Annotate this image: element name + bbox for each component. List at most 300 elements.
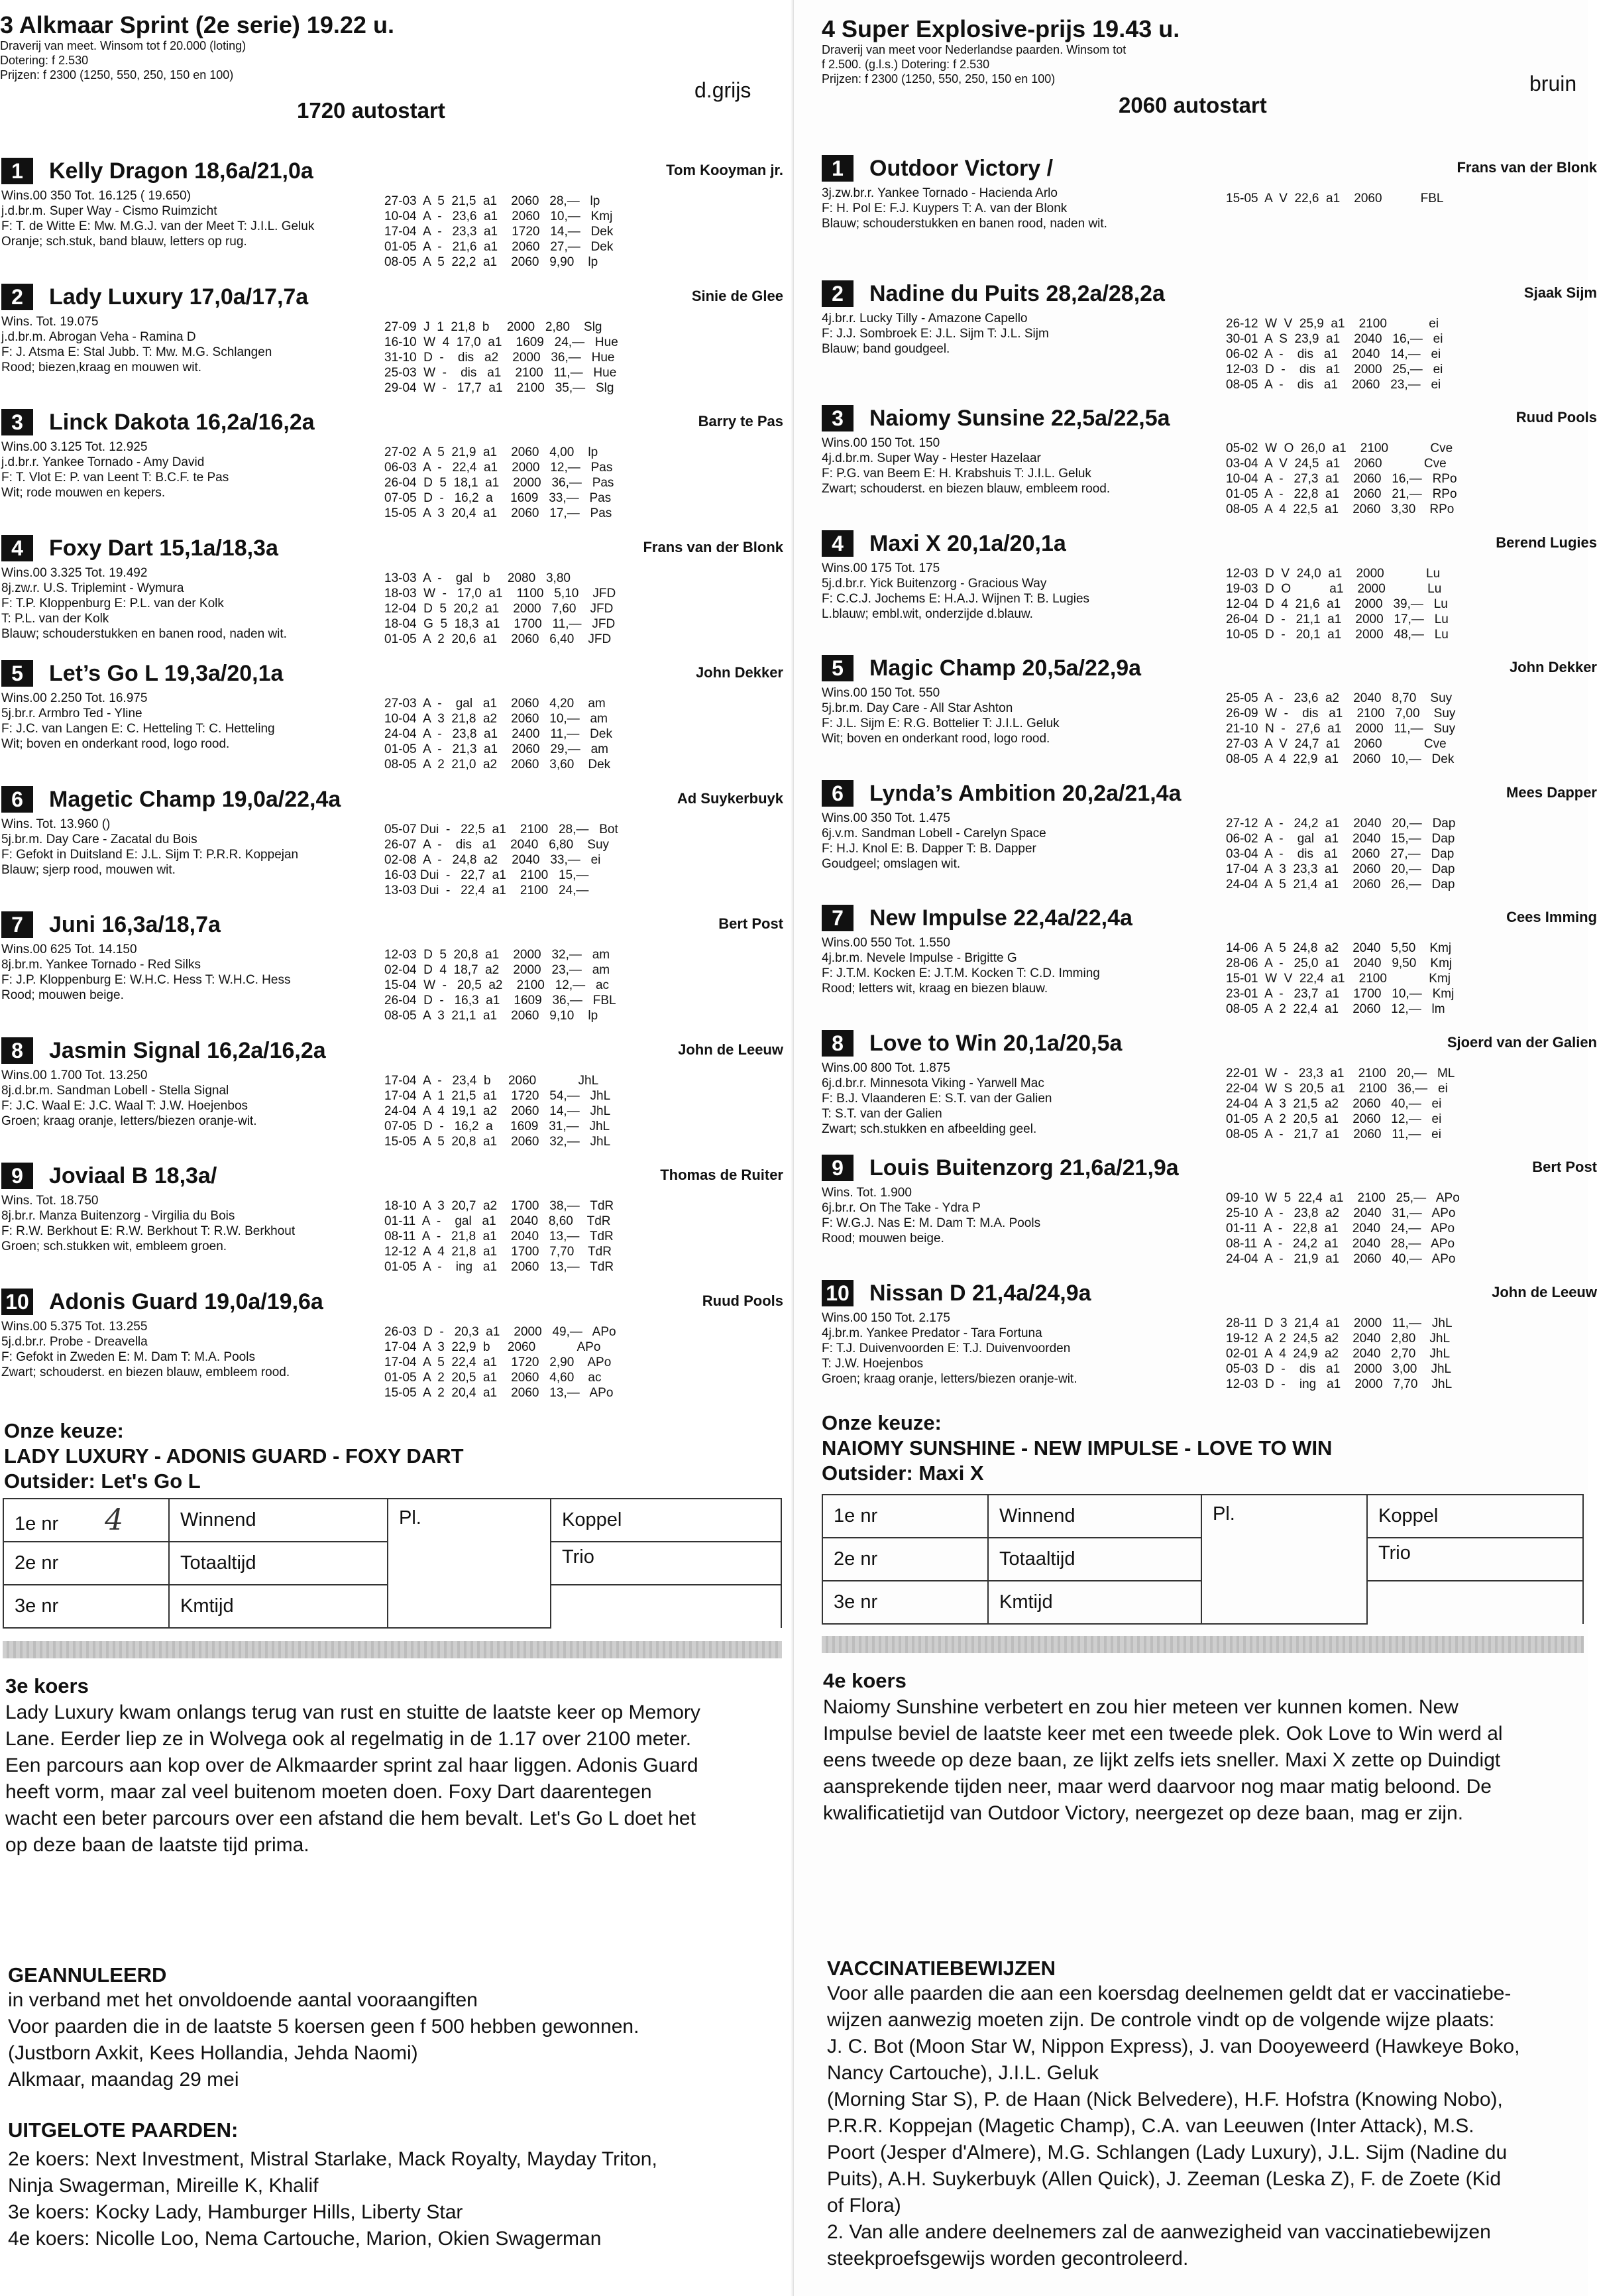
- horse-info: [822, 561, 1089, 622]
- horse-number-badge: 8: [1, 1037, 33, 1064]
- text-line: 4e koers: Nicolle Loo, Nema Cartouche, Marion, Okien Swagerman: [8, 2228, 602, 2250]
- bet-cell[interactable]: Koppel: [551, 1499, 781, 1542]
- form-row: 19-12 A 2 24,5 a2 2040 2,80 JhL: [1226, 1331, 1451, 1346]
- bet-cell[interactable]: 2e nr: [3, 1542, 169, 1585]
- form-row: 16-03 Dui - 22,7 a1 2100 15,—: [384, 868, 589, 882]
- horse-entry: [822, 1279, 1597, 1401]
- horse-info-line: Blauw; sjerp rood, mouwen wit.: [1, 862, 176, 877]
- form-row: 12-04 D 5 20,2 a1 2000 7,60 JFD: [384, 601, 614, 616]
- horse-form-table: [1226, 191, 1443, 206]
- horse-info-line: F: T.P. Kloppenburg E: P.L. van der Kolk: [1, 596, 224, 610]
- form-row: 02-08 A - 24,8 a2 2040 33,— ei: [384, 852, 601, 867]
- horse-info-line: 5j.d.br.r. Yick Buitenzorg - Gracious Way: [822, 576, 1047, 591]
- horse-entry: [822, 903, 1597, 1026]
- text-line: 2. Van alle andere deelnemers zal de aanwezigheid van vaccinatiebewijzen: [827, 2221, 1491, 2243]
- bet-cell[interactable]: Pl.: [388, 1499, 551, 1628]
- horse-name: Naiomy Sunsine 22,5a/22,5a: [869, 406, 1170, 431]
- horse-info: [1, 1068, 256, 1129]
- horse-info: [1, 691, 275, 752]
- horse-entry: [822, 154, 1597, 276]
- horse-number-badge: 10: [1, 1289, 33, 1315]
- form-row: 10-04 A 3 21,8 a2 2060 10,— am: [384, 712, 608, 726]
- horse-number-badge: 9: [822, 1155, 854, 1181]
- bet-cell[interactable]: 1e nr: [822, 1495, 988, 1538]
- horse-info-line: F: W.G.J. Nas E: M. Dam T: M.A. Pools: [822, 1216, 1041, 1230]
- horse-name: Maxi X 20,1a/20,1a: [869, 530, 1066, 556]
- horse-info-line: F: C.C.J. Jochems E: H.A.J. Wijnen T: B. Lugies: [822, 591, 1090, 606]
- horse-form-table: [384, 1324, 616, 1401]
- form-row: 25-10 A - 23,8 a2 2040 31,— APo: [1226, 1206, 1456, 1220]
- divider-bar: [3, 1641, 782, 1658]
- form-row: 01-05 A 2 20,5 a1 2060 12,— ei: [1226, 1112, 1442, 1126]
- horse-entry: [1, 408, 783, 530]
- form-row: 26-04 D 5 18,1 a1 2000 36,— Pas: [384, 476, 614, 490]
- horse-info-line: Wins. Tot. 19.075: [1, 314, 99, 329]
- horse-number-badge: 6: [1, 786, 33, 813]
- horse-info-line: F: J. Atsma E: Stal Jubb. T: Mw. M.G. Schlangen: [1, 345, 272, 359]
- horse-driver: Ruud Pools: [702, 1292, 783, 1309]
- horse-number-badge: 1: [1, 158, 33, 184]
- horse-info-line: 6j.d.br.r. Minnesota Viking - Yarwell Mac: [822, 1076, 1044, 1090]
- horse-info-line: Zwart; schouderst. en biezen blauw, embleem rood.: [1, 1365, 290, 1379]
- bet-cell[interactable]: Kmtijd: [169, 1585, 388, 1628]
- horse-info: [1, 188, 314, 249]
- form-row: 29-04 W - 17,7 a1 2100 35,— Slg: [384, 380, 614, 395]
- horse-info-line: F: P.G. van Beem E: H. Krabshuis T: J.I.L. Geluk: [822, 467, 1091, 481]
- form-row: 10-04 A - 27,3 a1 2060 16,— RPo: [1226, 472, 1457, 486]
- keuze-outsider: Outsider: Maxi X: [822, 1462, 984, 1485]
- bet-cell[interactable]: Pl.: [1201, 1495, 1367, 1624]
- form-row: 26-03 D - 20,3 a1 2000 49,— APo: [384, 1324, 616, 1339]
- horse-info-line: 3j.zw.br.r. Yankee Tornado - Hacienda Arlo: [822, 186, 1058, 200]
- horse-form-table: [384, 822, 618, 898]
- form-row: 01-11 A - 22,8 a1 2040 24,— APo: [1226, 1222, 1455, 1235]
- horse-driver: Berend Lugies: [1496, 534, 1597, 551]
- form-row: 05-07 Dui - 22,5 a1 2100 28,— Bot: [384, 822, 618, 836]
- horse-driver: Ruud Pools: [1515, 409, 1597, 426]
- horse-info-line: F: J.C. Waal E: J.C. Waal T: J.W. Hoejenbos: [1, 1098, 248, 1113]
- bet-cell: [551, 1585, 781, 1628]
- horse-info-line: F: J.J. Sombroek E: J.L. Sijm T: J.L. Sijm: [822, 326, 1049, 341]
- horse-driver: Cees Imming: [1506, 909, 1597, 925]
- horse-info-line: 4j.br.m. Nevele Impulse - Brigitte G: [822, 951, 1017, 965]
- horse-driver: Thomas de Ruiter: [660, 1167, 783, 1183]
- text-line: aansprekende tijden neer, maar werd daarvoor nog maar matig beloond. De: [823, 1776, 1492, 1798]
- form-row: 22-01 W - 23,3 a1 2100 20,— ML: [1226, 1066, 1455, 1080]
- horse-info-line: Wins. Tot. 18.750: [1, 1194, 99, 1208]
- race-color: d.grijs: [694, 78, 751, 102]
- form-row: 01-05 A 2 20,5 a1 2060 4,60 ac: [384, 1370, 602, 1385]
- form-row: 21-10 N - 27,6 a1 2000 11,— Suy: [1226, 722, 1456, 736]
- form-row: 15-05 A 3 20,4 a1 2060 17,— Pas: [384, 506, 612, 520]
- form-row: 28-06 A - 25,0 a1 2040 9,50 Kmj: [1226, 956, 1453, 970]
- form-row: 18-03 W - 17,0 a1 1100 5,10 JFD: [384, 586, 616, 601]
- horse-entry: [1, 1036, 783, 1159]
- text-line: wacht een beter parcours over een afstand die hem bevalt. Let's Go L doet het: [5, 1808, 696, 1829]
- horse-info: [1, 439, 229, 500]
- text-line: of Flora): [827, 2195, 901, 2216]
- horse-number-badge: 2: [1, 284, 33, 310]
- horse-info-line: Wins. Tot. 1.900: [822, 1186, 912, 1200]
- text-line: Impulse beviel de laatste keer met een tweede plek. Ook Love to Win werd al: [823, 1723, 1503, 1745]
- form-row: 17-04 A 1 21,5 a1 1720 54,— JhL: [384, 1088, 611, 1103]
- horse-info-line: Wins.00 3.125 Tot. 12.925: [1, 440, 148, 454]
- form-row: 24-04 A - 23,8 a1 2400 11,— Dek: [384, 727, 612, 741]
- horse-name: Juni 16,3a/18,7a: [49, 912, 221, 937]
- horse-info-line: 5j.br.r. Armbro Ted - Yline: [1, 707, 142, 720]
- horse-name: Outdoor Victory /: [869, 156, 1054, 181]
- form-row: 17-04 A - 23,4 b 2060 JhL: [384, 1073, 599, 1088]
- horse-number-badge: 3: [822, 405, 854, 431]
- horse-name: Let’s Go L 19,3a/20,1a: [49, 661, 284, 686]
- race-title: 4 Super Explosive-prijs 19.43 u.: [822, 15, 1180, 42]
- form-row: 26-12 W V 25,9 a1 2100 ei: [1226, 316, 1439, 331]
- horse-info: [1, 565, 287, 642]
- horse-info-line: F: T. Vlot E: P. van Leent T: B.C.F. te Pas: [1, 471, 229, 485]
- horse-info-line: Groen; sch.stukken wit, embleem groen.: [1, 1239, 227, 1253]
- horse-form-table: [384, 194, 613, 270]
- bet-form: [3, 1498, 782, 1629]
- text-line: op deze baan de laatste tijd prima.: [5, 1834, 309, 1856]
- form-row: 08-05 A 5 22,2 a1 2060 9,90 lp: [384, 255, 598, 269]
- horse-form-table: [1226, 316, 1443, 392]
- horse-name: Love to Win 20,1a/20,5a: [869, 1030, 1123, 1056]
- horse-info-line: T: S.T. van der Galien: [822, 1106, 942, 1121]
- form-row: 27-03 A 5 21,5 a1 2060 28,— lp: [384, 194, 600, 208]
- form-row: 24-04 A 3 21,5 a2 2060 40,— ei: [1226, 1096, 1442, 1111]
- text-line: J. C. Bot (Moon Star W, Nippon Express), J. van Dooyeweerd (Hawkeye Boko,: [827, 2036, 1520, 2057]
- form-row: 16-10 W 4 17,0 a1 1609 24,— Hue: [384, 335, 618, 349]
- koers-text: [5, 1699, 700, 1859]
- bet-cell[interactable]: 2e nr: [822, 1538, 988, 1581]
- form-row: 05-02 W O 26,0 a1 2100 Cve: [1226, 441, 1453, 455]
- horse-info-line: 8j.br.r. Manza Buitenzorg - Virgilia du Bois: [1, 1209, 235, 1223]
- horse-info-line: Zwart; schouderst. en biezen blauw, embleem rood.: [822, 482, 1111, 496]
- keuze-picks: NAIOMY SUNSHINE - NEW IMPULSE - LOVE TO WIN: [822, 1436, 1333, 1460]
- horse-number-badge: 2: [822, 280, 854, 307]
- form-row: 12-03 D - ing a1 2000 7,70 JhL: [1226, 1377, 1453, 1391]
- form-row: 27-03 A - gal a1 2060 4,20 am: [384, 697, 606, 711]
- horse-name: Magetic Champ 19,0a/22,4a: [49, 786, 341, 812]
- horse-info-line: F: H.J. Knol E: B. Dapper T: B. Dapper: [822, 841, 1036, 856]
- horse-info-line: F: R.W. Berkhout E: R.W. Berkhout T: R.W. Berkhout: [1, 1224, 296, 1238]
- form-row: 02-01 A 4 24,9 a2 2040 2,70 JhL: [1226, 1346, 1451, 1361]
- horse-name: Joviaal B 18,3a/: [49, 1163, 217, 1188]
- vacc-text: [827, 1980, 1519, 2272]
- text-line: Voor paarden die in de laatste 5 koersen geen f 500 hebben gewonnen.: [8, 2016, 639, 2038]
- horse-info: [822, 311, 1049, 357]
- text-line: P.R.R. Koppejan (Magetic Champ), C.A. van Leeuwen (Inter Attack), M.S.: [827, 2115, 1474, 2137]
- horse-form-table: [1226, 566, 1449, 642]
- horse-info-line: F: Gefokt in Duitsland E: J.L. Sijm T: P.R.R. Koppejan: [1, 847, 299, 862]
- horse-form-table: [384, 319, 618, 396]
- horse-form-table: [1226, 1190, 1460, 1267]
- uitgeloot-title: UITGELOTE PAARDEN:: [8, 2118, 239, 2142]
- form-row: 15-05 A 5 20,8 a1 2060 32,— JhL: [384, 1134, 611, 1149]
- horse-info-line: Blauw; schouderstukken en banen rood, naden wit.: [822, 217, 1107, 231]
- form-row: 25-03 W - dis a1 2100 11,— Hue: [384, 365, 617, 380]
- form-row: 08-05 A 3 21,1 a1 2060 9,10 lp: [384, 1009, 598, 1023]
- text-line: wijzen aanwezig moeten zijn. De controle vindt op de volgende wijze plaats:: [827, 2009, 1495, 2031]
- horse-driver: Frans van der Blonk: [1457, 159, 1597, 176]
- horse-info-line: Wins.00 2.250 Tot. 16.975: [1, 691, 148, 705]
- race-start: 1720 autostart: [297, 98, 445, 123]
- horse-number-badge: 10: [822, 1280, 854, 1306]
- horse-info-line: j.d.br.m. Super Way - Cismo Ruimzicht: [1, 204, 217, 218]
- form-row: 09-10 W 5 22,4 a1 2100 25,— APo: [1226, 1191, 1460, 1205]
- horse-entry: [1, 785, 783, 907]
- horse-entry: [1, 910, 783, 1033]
- horse-number-badge: 4: [1, 535, 33, 561]
- horse-number-badge: 1: [822, 155, 854, 182]
- koers-title: 3e koers: [5, 1674, 89, 1697]
- form-row: 17-04 A 5 22,4 a1 1720 2,90 APo: [384, 1355, 612, 1369]
- bet-cell[interactable]: Trio: [551, 1542, 781, 1585]
- horse-info-line: Wins.00 1.700 Tot. 13.250: [1, 1068, 148, 1082]
- form-row: 06-02 A - gal a1 2040 15,— Dap: [1226, 831, 1455, 846]
- horse-info-line: Groen; kraag oranje, letters/biezen oranje-wit.: [822, 1371, 1077, 1386]
- form-row: 30-01 A S 23,9 a1 2040 16,— ei: [1226, 331, 1443, 346]
- text-line: Een parcours aan kop over de Alkmaarder sprint zal haar liggen. Adonis Guard: [5, 1754, 698, 1776]
- horse-info-line: Wins.00 550 Tot. 1.550: [822, 936, 950, 950]
- horse-info-line: Rood; letters wit, kraag en biezen blauw.: [822, 982, 1048, 996]
- bet-form: [822, 1494, 1584, 1625]
- form-row: 08-11 A - 24,2 a1 2040 28,— APo: [1226, 1237, 1455, 1251]
- horse-number-badge: 7: [822, 905, 854, 931]
- form-row: 24-04 A - 21,9 a1 2060 40,— APo: [1226, 1252, 1456, 1266]
- horse-entry: [1, 1161, 783, 1284]
- horse-driver: Frans van der Blonk: [643, 538, 783, 555]
- horse-info-line: F: Gefokt in Zweden E: M. Dam T: M.A. Pools: [1, 1349, 255, 1364]
- horse-info-line: F: H. Pol E: F.J. Kuypers T: A. van der Blonk: [822, 201, 1068, 215]
- horse-info-line: Wins. Tot. 13.960 (): [1, 817, 111, 831]
- text-line: Poort (Jesper d'Almere), M.G. Schlangen (Lady Luxury), J.L. Sijm (Nadine du: [827, 2142, 1508, 2163]
- form-row: 26-07 A - dis a1 2040 6,80 Suy: [384, 837, 610, 852]
- form-row: 28-11 D 3 21,4 a1 2000 11,— JhL: [1226, 1316, 1453, 1330]
- form-row: 12-12 A 4 21,8 a1 1700 7,70 TdR: [384, 1245, 612, 1259]
- form-row: 27-02 A 5 21,9 a1 2060 4,00 lp: [384, 445, 598, 459]
- form-row: 05-03 D - dis a1 2000 3,00 JhL: [1226, 1361, 1452, 1376]
- form-row: 26-04 D - 16,3 a1 1609 36,— FBL: [384, 994, 616, 1007]
- race-subtitle: Draverij van meet. Winsom tot f 20.000 (loting): [0, 39, 247, 52]
- text-line: Alkmaar, maandag 29 mei: [8, 2069, 239, 2091]
- form-row: 01-05 A 2 20,6 a1 2060 6,40 JFD: [384, 632, 612, 646]
- horse-info-line: 5j.d.br.r. Probe - Dreavella: [1, 1334, 148, 1349]
- horse-info-line: Wins.00 350 Tot. 16.125 ( 19.650): [1, 189, 191, 203]
- text-line: Lane. Eerder liep ze in Wolvega ook al regelmatig in de 1.17 over 2100 meter.: [5, 1728, 692, 1750]
- form-row: 13-03 Dui - 22,4 a1 2100 24,—: [384, 883, 589, 897]
- horse-form-table: [1226, 941, 1454, 1017]
- horse-number-badge: 4: [822, 530, 854, 557]
- horse-form-table: [384, 947, 616, 1023]
- horse-driver: Sjaak Sijm: [1523, 284, 1597, 301]
- form-row: 01-05 A - 22,8 a1 2060 21,— RPo: [1226, 487, 1457, 501]
- horse-number-badge: 6: [822, 780, 854, 807]
- horse-info-line: 5j.br.m. Day Care - Zacatal du Bois: [1, 832, 197, 846]
- form-row: 14-06 A 5 24,8 a2 2040 5,50 Kmj: [1226, 941, 1452, 955]
- keuze-picks: LADY LUXURY - ADONIS GUARD - FOXY DART: [4, 1444, 464, 1467]
- geannuleerd-text: [8, 1987, 639, 2093]
- horse-info-line: F: J.P. Kloppenburg E: W.H.C. Hess T: W.H.C. Hess: [1, 973, 291, 987]
- bet-cell[interactable]: 3e nr: [822, 1581, 988, 1624]
- form-row: 27-12 A - 24,2 a1 2040 20,— Dap: [1226, 816, 1456, 831]
- form-row: 10-04 A - 23,6 a1 2060 10,— Kmj: [384, 209, 613, 223]
- horse-form-table: [384, 571, 616, 647]
- form-row: 24-04 A 5 21,4 a1 2060 26,— Dap: [1226, 877, 1455, 891]
- form-row: 15-04 W - 20,5 a2 2100 12,— ac: [384, 978, 610, 992]
- horse-form-table: [384, 1073, 610, 1149]
- horse-info-line: Wit; boven en onderkant rood, logo rood.: [822, 732, 1050, 746]
- horse-form-table: [384, 1198, 614, 1275]
- horse-form-table: [384, 445, 614, 521]
- horse-entry: [822, 779, 1597, 901]
- keuze-block: [4, 1418, 464, 1494]
- horse-name: Lynda’s Ambition 20,2a/21,4a: [869, 780, 1182, 806]
- horse-number-badge: 9: [1, 1163, 33, 1189]
- horse-form-table: [1226, 691, 1455, 767]
- vacc-title: VACCINATIEBEWIJZEN: [827, 1957, 1056, 1980]
- form-row: 01-05 A - ing a1 2060 13,— TdR: [384, 1260, 614, 1274]
- horse-info-line: F: J.T.M. Kocken E: J.T.M. Kocken T: C.D. Imming: [822, 966, 1100, 980]
- bet-cell[interactable]: Koppel: [1367, 1495, 1583, 1538]
- form-row: 31-10 D - dis a2 2000 36,— Hue: [384, 350, 615, 365]
- horse-driver: Tom Kooyman jr.: [666, 162, 783, 178]
- horse-info-line: Zwart; sch.stukken en afbeelding geel.: [822, 1121, 1037, 1136]
- form-row: 03-04 A - dis a1 2060 27,— Dap: [1226, 846, 1455, 861]
- keuze-label: Onze keuze:: [822, 1411, 942, 1434]
- horse-entry: [1, 659, 783, 781]
- right-column: [794, 0, 1597, 2296]
- horse-driver: Sjoerd van der Galien: [1447, 1033, 1597, 1051]
- bet-cell[interactable]: Totaaltijd: [169, 1542, 388, 1585]
- text-line: kwalificatietijd van Outdoor Victory, neergezet op deze baan, mag er zijn.: [823, 1802, 1464, 1824]
- horse-entry: [822, 654, 1597, 776]
- horse-info-line: L.blauw; embl.wit, onderzijde d.blauw.: [822, 606, 1033, 621]
- horse-info-line: F: J.C. van Langen E: C. Hetteling T: C. Hetteling: [1, 722, 275, 736]
- horse-info-line: 8j.d.br.m. Sandman Lobell - Stella Signal: [1, 1083, 229, 1098]
- horse-form-table: [1226, 441, 1457, 517]
- bet-cell[interactable]: 3e nr: [3, 1585, 169, 1628]
- bet-cell[interactable]: Winnend: [169, 1499, 388, 1542]
- form-row: 03-04 A V 24,5 a1 2060 Cve: [1226, 457, 1447, 471]
- race-subtitle: Prijzen: f 2300 (1250, 550, 250, 150 en 100): [822, 72, 1056, 86]
- text-line: Nancy Cartouche), J.I.L. Geluk: [827, 2062, 1099, 2084]
- text-line: (Morning Star S), P. de Haan (Nick Belvedere), H.F. Hofstra (Knowing Nobo),: [827, 2089, 1503, 2110]
- bet-cell: [1367, 1581, 1583, 1624]
- form-row: 06-03 A - 22,4 a1 2000 12,— Pas: [384, 461, 613, 475]
- horse-form-table: [1226, 816, 1455, 892]
- text-line: eens tweede op deze baan, ze lijkt zelfs iets sneller. Maxi X zette op Duindigt: [823, 1749, 1501, 1771]
- horse-entry: [822, 1153, 1597, 1276]
- horse-name: Adonis Guard 19,0a/19,6a: [49, 1289, 323, 1314]
- horse-info-line: F: T.J. Duivenvoorden E: T.J. Duivenvoorden: [822, 1341, 1071, 1355]
- bet-cell[interactable]: 1e nr 4: [3, 1499, 169, 1542]
- koers-text: [823, 1694, 1503, 1827]
- horse-info: [822, 1061, 1052, 1137]
- horse-info-line: Wins.00 625 Tot. 14.150: [1, 943, 137, 956]
- form-row: 24-04 A 4 19,1 a2 2060 14,— JhL: [384, 1104, 611, 1118]
- horse-info-line: T: P.L. van der Kolk: [1, 611, 109, 626]
- horse-number-badge: 7: [1, 911, 33, 938]
- text-line: in verband met het onvoldoende aantal vooraangiften: [8, 1989, 478, 2011]
- bet-cell[interactable]: Trio: [1367, 1538, 1583, 1581]
- horse-info-line: Wins.00 150 Tot. 2.175: [822, 1310, 950, 1325]
- keuze-block: [822, 1410, 1332, 1486]
- form-row: 10-05 D - 20,1 a1 2000 48,— Lu: [1226, 627, 1449, 642]
- horse-info-line: 6j.br.r. On The Take - Ydra P: [822, 1201, 981, 1215]
- race-subtitle: f 2.500. (g.l.s.) Dotering: f 2.530: [822, 58, 990, 71]
- horse-info-line: Wins.00 175 Tot. 175: [822, 561, 940, 575]
- horse-number-badge: 3: [1, 409, 33, 435]
- horse-info: [822, 1310, 1077, 1387]
- horse-driver: Mees Dapper: [1506, 783, 1597, 801]
- horse-driver: John Dekker: [695, 664, 783, 681]
- form-row: 22-04 W S 20,5 a1 2100 36,— ei: [1226, 1081, 1448, 1096]
- bet-cell[interactable]: Winnend: [988, 1495, 1201, 1538]
- form-row: 26-04 D - 21,1 a1 2000 17,— Lu: [1226, 612, 1449, 626]
- horse-info-line: j.d.br.r. Yankee Tornado - Amy David: [1, 455, 205, 469]
- horse-entry: [1, 156, 783, 279]
- form-row: 08-05 A 2 22,4 a1 2060 12,— lm: [1226, 1002, 1445, 1016]
- horse-info: [822, 935, 1100, 996]
- form-row: 12-04 D 4 21,6 a1 2000 39,— Lu: [1226, 597, 1448, 611]
- left-column: [0, 0, 794, 2296]
- horse-info: [1, 1319, 290, 1380]
- race-start: 2060 autostart: [1119, 93, 1267, 117]
- form-row: 08-05 A 4 22,5 a1 2060 3,30 RPo: [1226, 502, 1455, 516]
- horse-form-table: [384, 696, 612, 772]
- horse-info-line: 8j.zw.r. U.S. Triplemint - Wymura: [1, 581, 184, 595]
- form-row: 15-05 A V 22,6 a1 2060 FBL: [1226, 192, 1444, 205]
- text-line: Ninja Swagerman, Mireille K, Khalif: [8, 2175, 319, 2197]
- horse-driver: Barry te Pas: [698, 413, 783, 430]
- horse-name: Louis Buitenzorg 21,6a/21,9a: [869, 1155, 1179, 1180]
- form-row: 19-03 D O a1 2000 Lu: [1226, 581, 1442, 596]
- horse-info-line: Blauw; band goudgeel.: [822, 341, 950, 356]
- horse-entry: [822, 404, 1597, 526]
- form-row: 17-04 A - 23,3 a1 1720 14,— Dek: [384, 225, 614, 239]
- horse-name: Foxy Dart 15,1a/18,3a: [49, 535, 278, 561]
- horse-info-line: Wins.00 800 Tot. 1.875: [822, 1061, 950, 1075]
- race-subtitle: Prijzen: f 2300 (1250, 550, 250, 150 en 100): [0, 68, 234, 82]
- horse-name: New Impulse 22,4a/22,4a: [869, 905, 1132, 931]
- bet-cell[interactable]: Totaaltijd: [988, 1538, 1201, 1581]
- horse-info-line: 4j.br.m. Yankee Predator - Tara Fortuna: [822, 1326, 1042, 1340]
- horse-number-badge: 5: [822, 655, 854, 681]
- form-row: 02-04 D 4 18,7 a2 2000 23,— am: [384, 963, 610, 977]
- form-row: 26-09 W - dis a1 2100 7,00 Suy: [1226, 707, 1456, 720]
- race-color: bruin: [1529, 72, 1577, 95]
- horse-info: [822, 811, 1046, 872]
- race-subtitle: Draverij van meet voor Nederlandse paarden. Winsom tot: [822, 43, 1127, 56]
- form-row: 12-03 D - dis a1 2000 25,— ei: [1226, 362, 1443, 376]
- bet-cell[interactable]: Kmtijd: [988, 1581, 1201, 1624]
- horse-info-line: Goudgeel; omslagen wit.: [822, 856, 961, 871]
- horse-driver: John de Leeuw: [1492, 1283, 1597, 1300]
- horse-driver: Bert Post: [718, 915, 783, 932]
- horse-info-line: Groen; kraag oranje, letters/biezen oranje-wit.: [1, 1114, 257, 1128]
- form-row: 08-05 A 4 22,9 a1 2060 10,— Dek: [1226, 752, 1455, 766]
- horse-info-line: Wins.00 150 Tot. 550: [822, 686, 940, 700]
- horse-driver: John de Leeuw: [678, 1041, 783, 1058]
- horse-info-line: Rood; mouwen beige.: [822, 1232, 944, 1245]
- text-line: Lady Luxury kwam onlangs terug van rust en stuitte de laatste keer op Memory: [5, 1701, 700, 1723]
- horse-driver: John Dekker: [1509, 659, 1597, 675]
- horse-info-line: Blauw; schouderstukken en banen rood, naden wit.: [1, 626, 287, 641]
- geannuleerd-title: GEANNULEERD: [8, 1963, 167, 1986]
- form-row: 27-09 J 1 21,8 b 2000 2,80 Slg: [384, 319, 602, 334]
- horse-driver: Ad Suykerbuyk: [677, 789, 783, 807]
